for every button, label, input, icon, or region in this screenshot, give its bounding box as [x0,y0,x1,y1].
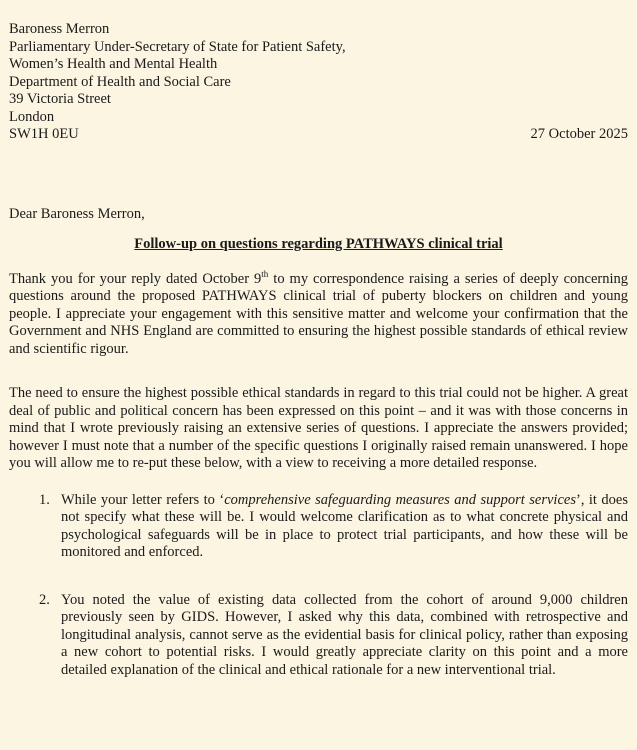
list-item-1 [9,492,628,562]
list-item-1-text [61,492,628,562]
recipient-postcode: SW1H 0EU [9,126,79,142]
subject-text: Follow-up on questions regarding PATHWAYS clinical trial [134,236,503,252]
recipient-title-line-1: Parliamentary Under-Secretary of State for Patient Safety, [9,38,346,55]
list-item-1-number: 1. [39,491,50,508]
p1-superscript-th: th [261,268,269,279]
recipient-title-line-2: Women’s Health and Mental Health [9,56,218,72]
paragraph-ethical-standards: The need to ensure the highest possible ethical standards in regard to this trial could not be higher. A great deal of public and political concern has been expressed on this point – and it was with those concerns in mind that I wrote previously raising an extensive series of questions. I appreciate the answers provided; however I must note that a number of the specific questions I originally raised remain unanswered. I hope you will allow me to re-put these below, with a view to receiving a more detailed response. [9,385,628,471]
recipient-department: Department of Health and Social Care [9,73,231,90]
address-and-date-block [9,21,628,144]
item1-before-italic: While your letter refers to ‘ [61,491,225,508]
p1-after-sup: to my correspondence raising a series of deeply concerning questions around the proposed PATHWAYS clinical trial of puberty blockers on children and young people. I appreciate your engagement with this sensitive matter and welcome your confirmation that the Government and NHS England are committed to ensuring the highest possible standards of ethical review and scientific rigour. [9,270,628,357]
list-item-2 [9,592,628,680]
recipient-street: 39 Victoria Street [9,91,111,107]
question-list [9,492,628,680]
list-item-2-number: 2. [39,591,50,608]
p1-before-sup: Thank you for your reply dated October 9 [9,270,262,287]
recipient-name: Baroness Merron [9,21,110,37]
letter-date: 27 October 2025 [530,126,628,142]
item1-italic-quote: comprehensive safeguarding measures and support services [224,491,576,508]
recipient-city: London [9,108,55,125]
salutation: Dear Baroness Merron, [9,205,145,222]
paragraph-thank-you [9,268,628,359]
list-item-2-text: You noted the value of existing data collected from the cohort of around 9,000 children previously seen by GIDS. However, I asked why this data, combined with retrospective and longitudinal analysis, cannot serve as the evidential basis for clinical policy, rather than exposing a new cohort to potential risks. I would greatly appreciate clarity on this point and a more detailed explanation of the clinical and ethical rationale for a new interventional trial. [61,591,628,678]
item1-after-italic: ’, it does not specify what these will be. I would welcome clarification as to what concrete physical and psychological safeguards will be in place to protect trial participants, and how these will be monitored and enforced. [61,491,629,560]
subject-line [9,236,628,254]
